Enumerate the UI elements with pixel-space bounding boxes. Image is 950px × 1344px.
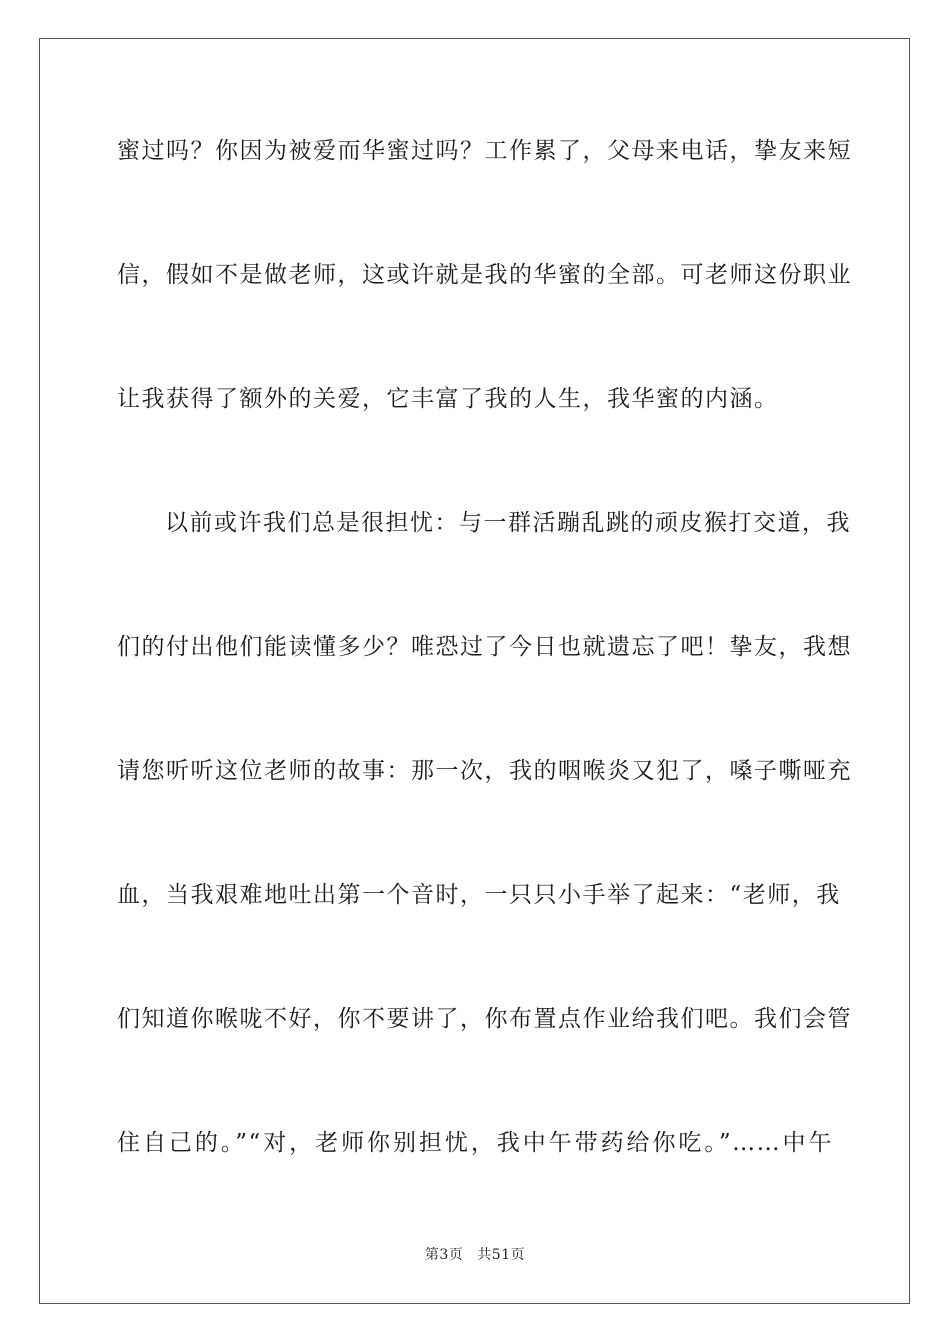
body-text-line: 以前或许我们总是很担忧：与一群活蹦乱跳的顽皮猴打交道，我 xyxy=(165,510,851,536)
body-text-line: 住自己的。”“对，老师你别担忧，我中午带药给你吃。”……中午 xyxy=(117,1130,833,1156)
body-text-line: 们知道你喉咙不好，你不要讲了，你布置点作业给我们吧。我们会管 xyxy=(117,1006,852,1032)
page-number: 第3页 xyxy=(424,1247,464,1263)
body-text-line: 蜜过吗？你因为被爱而华蜜过吗？工作累了，父母来电话，挚友来短 xyxy=(117,138,852,164)
page-total: 共51页 xyxy=(477,1247,526,1263)
body-text-line: 让我获得了额外的关爱，它丰富了我的人生，我华蜜的内涵。 xyxy=(117,386,779,412)
page-footer xyxy=(0,1246,950,1264)
body-text-line: 们的付出他们能读懂多少？唯恐过了今日也就遗忘了吧！挚友，我想 xyxy=(117,634,852,660)
body-text-line: 血，当我艰难地吐出第一个音时，一只只小手举了起来：“老师，我 xyxy=(117,882,841,908)
body-text-line: 信，假如不是做老师，这或许就是我的华蜜的全部。可老师这份职业 xyxy=(117,262,852,288)
body-text-line: 请您听听这位老师的故事：那一次，我的咽喉炎又犯了，嗓子嘶哑充 xyxy=(117,758,852,784)
page-border xyxy=(39,38,910,1304)
